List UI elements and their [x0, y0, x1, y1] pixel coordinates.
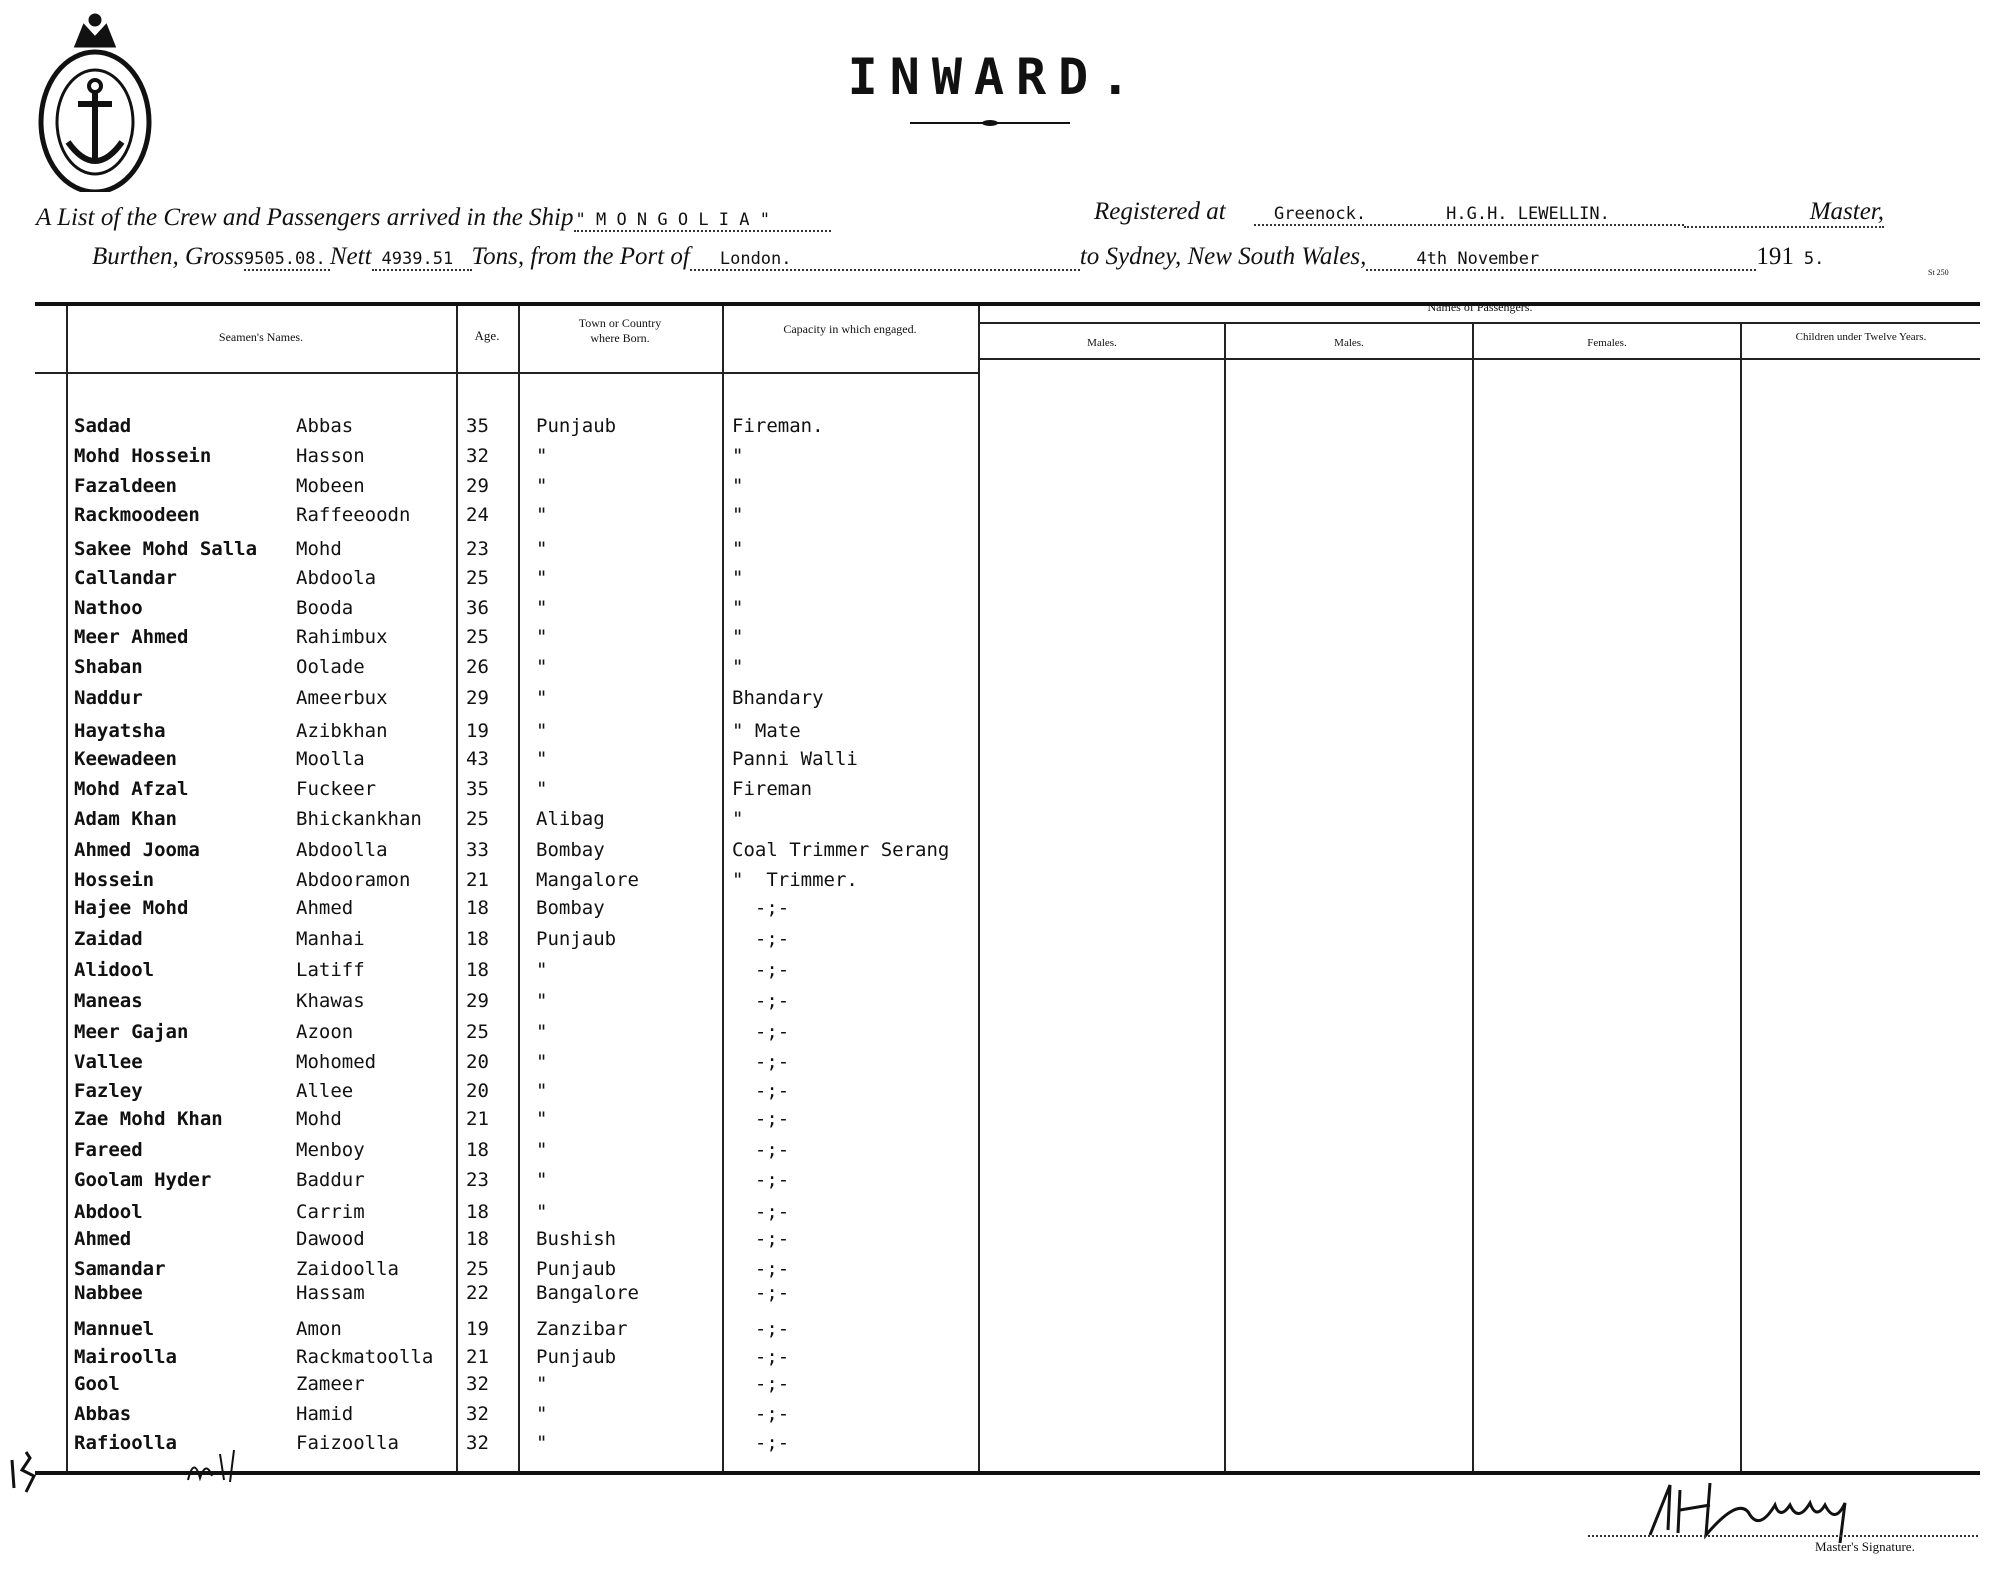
table-row	[0, 1318, 980, 1346]
header-line-2	[92, 243, 1824, 271]
col-header-capacity: Capacity in which engaged.	[783, 322, 917, 336]
seaman-capacity: " Trimmer.	[732, 869, 858, 891]
seaman-last-name: Fuckeer	[296, 778, 377, 800]
table-row	[0, 748, 980, 776]
seaman-last-name: Azoon	[296, 1021, 354, 1043]
seaman-first-name: Abdool	[74, 1201, 143, 1223]
seaman-first-name: Nathoo	[74, 597, 143, 619]
seaman-first-name: Meer Ahmed	[74, 626, 189, 648]
seaman-last-name: Abbas	[296, 415, 354, 437]
seaman-capacity: -;-	[732, 1051, 790, 1073]
table-row	[0, 1139, 980, 1167]
table-row	[0, 1108, 980, 1136]
seaman-first-name: Fareed	[74, 1139, 143, 1161]
col-header-males-2: Males.	[1334, 337, 1364, 349]
seaman-last-name: Amon	[296, 1318, 342, 1340]
signature-line	[1588, 1535, 1978, 1537]
signature-label: Master's Signature.	[1815, 1539, 1915, 1554]
seaman-last-name: Faizoolla	[296, 1432, 399, 1454]
seaman-first-name: Fazaldeen	[74, 475, 177, 497]
seaman-capacity: "	[732, 626, 744, 648]
seaman-age: 35	[466, 415, 489, 437]
seaman-capacity: Fireman	[732, 778, 813, 800]
col-header-passengers: Names of Passengers.	[1427, 300, 1533, 314]
seaman-age: 25	[466, 567, 489, 589]
seaman-first-name: Mairoolla	[74, 1346, 177, 1368]
seaman-birthplace: "	[536, 720, 548, 742]
nett-label: Nett	[329, 243, 372, 270]
registered-label: Registered at	[1094, 198, 1226, 225]
col-header-town: Town or Country where Born.	[578, 316, 662, 345]
table-row	[0, 687, 980, 715]
seaman-birthplace: Alibag	[536, 808, 605, 830]
seaman-birthplace: "	[536, 538, 548, 560]
seaman-last-name: Moolla	[296, 748, 365, 770]
seaman-capacity: "	[732, 538, 744, 560]
seaman-age: 18	[466, 1228, 489, 1250]
seaman-last-name: Abdoola	[296, 567, 377, 589]
seaman-capacity: -;-	[732, 1021, 790, 1043]
seaman-last-name: Abdoolla	[296, 839, 388, 861]
form-number: St 250	[1928, 268, 1949, 277]
table-row	[0, 1432, 980, 1460]
table-row	[0, 1051, 980, 1079]
seaman-last-name: Hasson	[296, 445, 365, 467]
seaman-age: 19	[466, 720, 489, 742]
master-name-value: H.G.H. LEWELLIN.	[1446, 204, 1610, 224]
seaman-birthplace: "	[536, 1403, 548, 1425]
seaman-capacity: Fireman.	[732, 415, 824, 437]
seaman-capacity: -;-	[732, 959, 790, 981]
seaman-birthplace: "	[536, 990, 548, 1012]
seaman-age: 25	[466, 808, 489, 830]
seaman-capacity: " Mate	[732, 720, 801, 742]
registered-at-field	[1254, 204, 1684, 226]
seaman-last-name: Ameerbux	[296, 687, 388, 709]
header-line-1	[36, 204, 831, 232]
seaman-last-name: Latiff	[296, 959, 365, 981]
master-label: Master,	[1684, 198, 1884, 228]
passengers-subheader-separator	[980, 358, 1980, 360]
seaman-capacity: Bhandary	[732, 687, 824, 709]
to-sydney-label: to Sydney, New South Wales,	[1079, 243, 1367, 270]
seaman-birthplace: "	[536, 597, 548, 619]
seaman-birthplace: "	[536, 1051, 548, 1073]
seaman-first-name: Alidool	[74, 959, 155, 981]
seaman-age: 32	[466, 445, 489, 467]
seaman-first-name: Mannuel	[74, 1318, 155, 1340]
seaman-age: 18	[466, 897, 489, 919]
seaman-last-name: Azibkhan	[296, 720, 388, 742]
burthen-label: Burthen, Gross	[92, 243, 244, 270]
seaman-capacity: -;-	[732, 1139, 790, 1161]
table-row	[0, 1346, 980, 1374]
seaman-capacity: -;-	[732, 1108, 790, 1130]
seaman-capacity: -;-	[732, 1169, 790, 1191]
seaman-birthplace: Bangalore	[536, 1282, 639, 1304]
seaman-age: 23	[466, 1169, 489, 1191]
table-row	[0, 839, 980, 867]
seaman-first-name: Naddur	[74, 687, 143, 709]
column-divider	[1740, 324, 1742, 1471]
seaman-capacity: "	[732, 597, 744, 619]
seaman-last-name: Abdooramon	[296, 869, 411, 891]
seaman-first-name: Adam Khan	[74, 808, 177, 830]
seaman-first-name: Hayatsha	[74, 720, 166, 742]
seaman-first-name: Zaidad	[74, 928, 143, 950]
col-header-children: Children under Twelve Years.	[1795, 331, 1927, 343]
registered-at-value: Greenock.	[1274, 204, 1367, 224]
seaman-age: 18	[466, 928, 489, 950]
gross-value: 9505.08.	[244, 249, 330, 271]
seaman-birthplace: "	[536, 1108, 548, 1130]
tons-label: Tons, from the Port of	[471, 243, 690, 270]
seaman-first-name: Vallee	[74, 1051, 143, 1073]
table-row	[0, 1403, 980, 1431]
seaman-birthplace: "	[536, 475, 548, 497]
nil-annotation	[184, 1446, 264, 1486]
seaman-last-name: Booda	[296, 597, 354, 619]
seaman-last-name: Mobeen	[296, 475, 365, 497]
seaman-first-name: Rackmoodeen	[74, 504, 200, 526]
seaman-age: 25	[466, 626, 489, 648]
seaman-birthplace: Zanzibar	[536, 1318, 628, 1340]
table-row	[0, 1201, 980, 1229]
seaman-birthplace: Punjaub	[536, 1346, 617, 1368]
seaman-capacity: -;-	[732, 1403, 790, 1425]
list-prefix: A List of the Crew and Passengers arrived in the Ship	[36, 204, 574, 231]
seaman-age: 24	[466, 504, 489, 526]
seaman-birthplace: "	[536, 687, 548, 709]
seaman-capacity: "	[732, 808, 744, 830]
seaman-first-name: Ahmed	[74, 1228, 132, 1250]
seaman-age: 43	[466, 748, 489, 770]
table-row	[0, 567, 980, 595]
seaman-birthplace: Punjaub	[536, 1258, 617, 1280]
seaman-birthplace: "	[536, 626, 548, 648]
seaman-last-name: Mohd	[296, 1108, 342, 1130]
table-row	[0, 656, 980, 684]
seaman-birthplace: "	[536, 1373, 548, 1395]
table-row	[0, 1373, 980, 1401]
seaman-last-name: Manhai	[296, 928, 365, 950]
table-row	[0, 959, 980, 987]
table-row	[0, 445, 980, 473]
seaman-age: 21	[466, 1346, 489, 1368]
col-header-seamen: Seamen's Names.	[218, 330, 304, 344]
seaman-first-name: Sakee Mohd Salla	[74, 538, 258, 560]
seaman-capacity: -;-	[732, 1228, 790, 1250]
table-row	[0, 475, 980, 503]
seaman-first-name: Callandar	[74, 567, 177, 589]
seaman-capacity: -;-	[732, 1201, 790, 1223]
seaman-age: 35	[466, 778, 489, 800]
passengers-separator	[980, 322, 1980, 324]
ship-name-field: " M O N G O L I A "	[574, 210, 831, 232]
seaman-first-name: Maneas	[74, 990, 143, 1012]
table-row	[0, 928, 980, 956]
seaman-last-name: Rahimbux	[296, 626, 388, 648]
table-row	[0, 720, 980, 748]
seaman-age: 18	[466, 1201, 489, 1223]
seaman-age: 33	[466, 839, 489, 861]
seaman-capacity: "	[732, 475, 744, 497]
seaman-capacity: -;-	[732, 1318, 790, 1340]
seaman-birthplace: Mangalore	[536, 869, 639, 891]
year-prefix: 191	[1756, 243, 1794, 270]
seaman-last-name: Carrim	[296, 1201, 365, 1223]
seaman-age: 32	[466, 1373, 489, 1395]
table-row	[0, 1080, 980, 1108]
seaman-birthplace: Bombay	[536, 839, 605, 861]
seaman-first-name: Rafioolla	[74, 1432, 177, 1454]
seaman-birthplace: Bombay	[536, 897, 605, 919]
title-ornament-rule	[910, 118, 1070, 128]
header-separator	[35, 372, 980, 374]
col-header-age: Age.	[474, 328, 500, 343]
seaman-age: 32	[466, 1432, 489, 1454]
seaman-age: 21	[466, 869, 489, 891]
seaman-capacity: -;-	[732, 897, 790, 919]
seaman-last-name: Raffeeoodn	[296, 504, 411, 526]
seaman-birthplace: "	[536, 567, 548, 589]
seaman-age: 29	[466, 475, 489, 497]
table-row	[0, 778, 980, 806]
table-row	[0, 626, 980, 654]
seaman-last-name: Khawas	[296, 990, 365, 1012]
seaman-first-name: Shaban	[74, 656, 143, 678]
table-row	[0, 504, 980, 532]
table-row	[0, 415, 980, 443]
seaman-last-name: Hassam	[296, 1282, 365, 1304]
table-row	[0, 1169, 980, 1197]
table-row	[0, 1228, 980, 1256]
seaman-last-name: Dawood	[296, 1228, 365, 1250]
table-row	[0, 808, 980, 836]
seaman-last-name: Mohomed	[296, 1051, 377, 1073]
seaman-age: 19	[466, 1318, 489, 1340]
seaman-first-name: Keewadeen	[74, 748, 177, 770]
seaman-birthplace: Bushish	[536, 1228, 617, 1250]
seaman-capacity: -;-	[732, 1258, 790, 1280]
col-header-males-1: Males.	[1087, 337, 1117, 349]
seaman-first-name: Mohd Hossein	[74, 445, 212, 467]
table-row	[0, 869, 980, 897]
seaman-capacity: -;-	[732, 990, 790, 1012]
seaman-last-name: Zameer	[296, 1373, 365, 1395]
seaman-capacity: Coal Trimmer Serang	[732, 839, 950, 861]
seaman-birthplace: "	[536, 959, 548, 981]
seaman-last-name: Rackmatoolla	[296, 1346, 434, 1368]
table-row	[0, 538, 980, 566]
seaman-capacity: "	[732, 567, 744, 589]
seaman-last-name: Allee	[296, 1080, 354, 1102]
seaman-first-name: Hajee Mohd	[74, 897, 189, 919]
seaman-first-name: Gool	[74, 1373, 120, 1395]
seaman-age: 29	[466, 990, 489, 1012]
seaman-capacity: "	[732, 504, 744, 526]
seaman-birthplace: Punjaub	[536, 928, 617, 950]
seaman-age: 26	[466, 656, 489, 678]
seaman-last-name: Zaidoolla	[296, 1258, 399, 1280]
seaman-birthplace: "	[536, 1169, 548, 1191]
seaman-birthplace: Punjaub	[536, 415, 617, 437]
seaman-last-name: Bhickankhan	[296, 808, 422, 830]
seaman-birthplace: "	[536, 1080, 548, 1102]
seaman-age: 32	[466, 1403, 489, 1425]
seaman-birthplace: "	[536, 656, 548, 678]
seaman-first-name: Mohd Afzal	[74, 778, 189, 800]
seaman-age: 18	[466, 1139, 489, 1161]
table-row	[0, 597, 980, 625]
seaman-age: 25	[466, 1021, 489, 1043]
page-title: INWARD.	[847, 48, 1143, 106]
seaman-age: 20	[466, 1080, 489, 1102]
table-row	[0, 897, 980, 925]
seaman-first-name: Sadad	[74, 415, 132, 437]
seaman-birthplace: "	[536, 778, 548, 800]
seaman-first-name: Ahmed Jooma	[74, 839, 200, 861]
seaman-first-name: Fazley	[74, 1080, 143, 1102]
seaman-birthplace: "	[536, 1021, 548, 1043]
nett-value: 4939.51	[372, 249, 472, 271]
seaman-birthplace: "	[536, 1432, 548, 1454]
seaman-age: 22	[466, 1282, 489, 1304]
seaman-capacity: -;-	[732, 1432, 790, 1454]
seaman-capacity: -;-	[732, 1373, 790, 1395]
seaman-birthplace: "	[536, 1139, 548, 1161]
seaman-first-name: Samandar	[74, 1258, 166, 1280]
seaman-last-name: Oolade	[296, 656, 365, 678]
seaman-capacity: "	[732, 656, 744, 678]
seaman-last-name: Mohd	[296, 538, 342, 560]
seaman-age: 21	[466, 1108, 489, 1130]
seaman-capacity: -;-	[732, 1282, 790, 1304]
year-digit: 5.	[1803, 249, 1825, 269]
seaman-first-name: Goolam Hyder	[74, 1169, 212, 1191]
table-row	[0, 1021, 980, 1049]
seaman-first-name: Meer Gajan	[74, 1021, 189, 1043]
seaman-birthplace: "	[536, 1201, 548, 1223]
seaman-first-name: Abbas	[74, 1403, 132, 1425]
seaman-age: 18	[466, 959, 489, 981]
table-row	[0, 990, 980, 1018]
seaman-capacity: "	[732, 445, 744, 467]
seaman-first-name: Hossein	[74, 869, 155, 891]
margin-annotation-35	[0, 1440, 60, 1500]
seaman-last-name: Baddur	[296, 1169, 365, 1191]
arrival-date-value: 4th November	[1366, 249, 1756, 271]
seaman-birthplace: "	[536, 748, 548, 770]
seaman-last-name: Menboy	[296, 1139, 365, 1161]
seaman-last-name: Hamid	[296, 1403, 354, 1425]
seaman-birthplace: "	[536, 504, 548, 526]
seaman-age: 23	[466, 538, 489, 560]
col-header-females: Females.	[1587, 337, 1627, 349]
seaman-capacity: -;-	[732, 1080, 790, 1102]
seaman-age: 36	[466, 597, 489, 619]
seaman-age: 20	[466, 1051, 489, 1073]
seaman-age: 25	[466, 1258, 489, 1280]
seaman-age: 29	[466, 687, 489, 709]
table-row	[0, 1282, 980, 1310]
column-divider	[1224, 324, 1226, 1471]
seaman-last-name: Ahmed	[296, 897, 354, 919]
seaman-first-name: Nabbee	[74, 1282, 143, 1304]
seaman-capacity: -;-	[732, 928, 790, 950]
port-value: London.	[690, 249, 1080, 271]
seaman-birthplace: "	[536, 445, 548, 467]
seaman-capacity: Panni Walli	[732, 748, 858, 770]
column-divider	[1472, 324, 1474, 1471]
seaman-first-name: Zae Mohd Khan	[74, 1108, 223, 1130]
seaman-capacity: -;-	[732, 1346, 790, 1368]
